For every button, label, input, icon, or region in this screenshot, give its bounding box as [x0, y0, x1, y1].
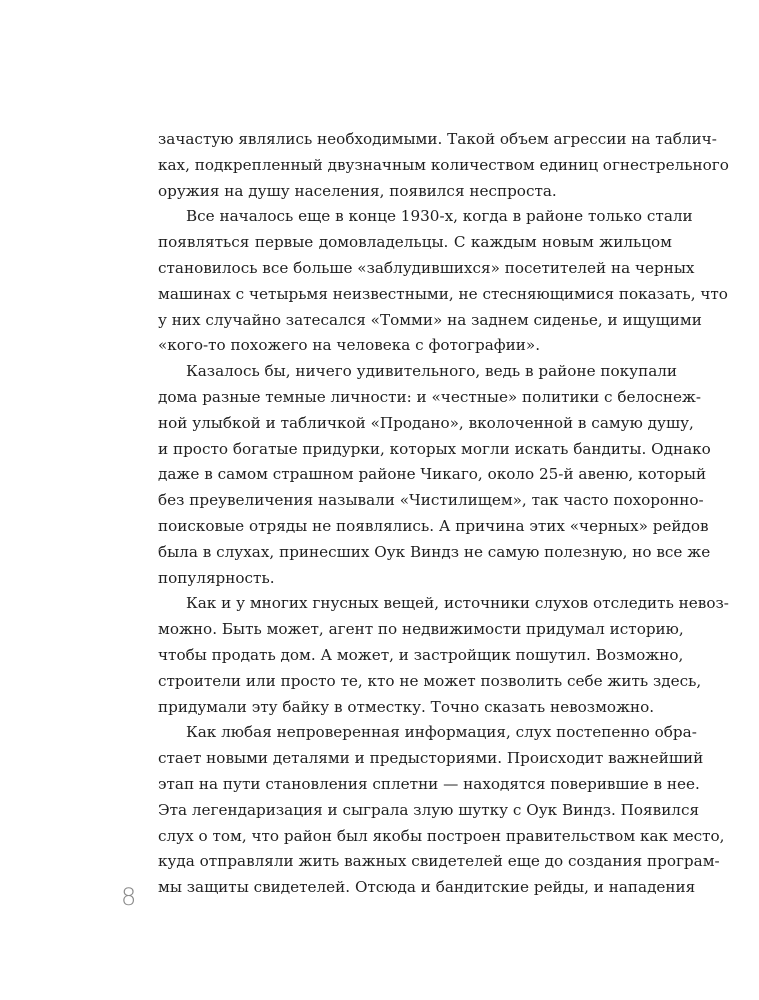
text-line: Как и у многих гнусных вещей, источники слухов отследить невоз-	[186, 594, 729, 613]
text-line: была в слухах, принесших Оук Виндз не самую полезную, но все же	[158, 542, 711, 561]
text-line: ках, подкрепленный двузначным количеством единиц огнестрельного	[158, 155, 729, 174]
text-line: становилось все больше «заблудившихся» посетителей на черных	[158, 258, 695, 277]
paragraph	[158, 720, 725, 901]
text-line: без преувеличения называли «Чистилищем», так часто похоронно-	[158, 491, 704, 510]
text-line: дома разные темные личности: и «честные» политики с белоснеж-	[158, 387, 702, 406]
text-line: мы защиты свидетелей. Отсюда и бандитские рейды, и нападения	[158, 878, 696, 897]
text-line: этап на пути становления сплетни — находятся поверившие в нее.	[158, 774, 700, 793]
body-text	[158, 127, 729, 901]
text-line: и просто богатые придурки, которых могли искать бандиты. Однако	[158, 439, 711, 458]
text-line: придумали эту байку в отместку. Точно сказать невозможно.	[158, 697, 655, 716]
text-line: Казалось бы, ничего удивительного, ведь в районе покупали	[186, 362, 678, 381]
text-line: популярность.	[158, 568, 275, 587]
text-line: машинах с четырьмя неизвестными, не стесняющимися показать, что	[158, 284, 728, 303]
text-line: куда отправляли жить важных свидетелей еще до создания програм-	[158, 852, 720, 871]
paragraph	[158, 204, 728, 359]
text-line: слух о том, что район был якобы построен правительством как место,	[158, 826, 725, 845]
text-line: чтобы продать дом. А может, и застройщик пошутил. Возможно,	[158, 645, 684, 664]
paragraph	[158, 359, 711, 591]
text-line: «кого-то похожего на человека с фотографии».	[158, 336, 541, 355]
text-line: поисковые отряды не появлялись. А причина этих «черных» рейдов	[158, 516, 709, 535]
text-line: даже в самом страшном районе Чикаго, около 25-й авеню, который	[158, 465, 707, 484]
paragraph	[158, 127, 729, 204]
text-line: оружия на душу населения, появился неспроста.	[158, 181, 557, 200]
text-line: Как любая непроверенная информация, слух постепенно обра-	[186, 723, 697, 742]
text-line: у них случайно затесался «Томми» на заднем сиденье, и ищущими	[158, 310, 702, 329]
page-number: 8	[121, 883, 137, 911]
text-line: ной улыбкой и табличкой «Продано», вколоченной в самую душу,	[158, 413, 694, 432]
text-line: можно. Быть может, агент по недвижимости придумал историю,	[158, 620, 684, 639]
text-line: Все началось еще в конце 1930-х, когда в районе только стали	[186, 207, 693, 226]
text-line: появляться первые домовладельцы. С каждым новым жильцом	[158, 233, 672, 252]
text-line: зачастую являлись необходимыми. Такой объем агрессии на таблич-	[158, 130, 717, 148]
text-line: Эта легендаризация и сыграла злую шутку с Оук Виндз. Появился	[158, 800, 700, 819]
text-line: строители или просто те, кто не может позволить себе жить здесь,	[158, 671, 702, 690]
text-line: стает новыми деталями и предысториями. Происходит важнейший	[158, 749, 704, 768]
paragraph	[158, 591, 729, 720]
